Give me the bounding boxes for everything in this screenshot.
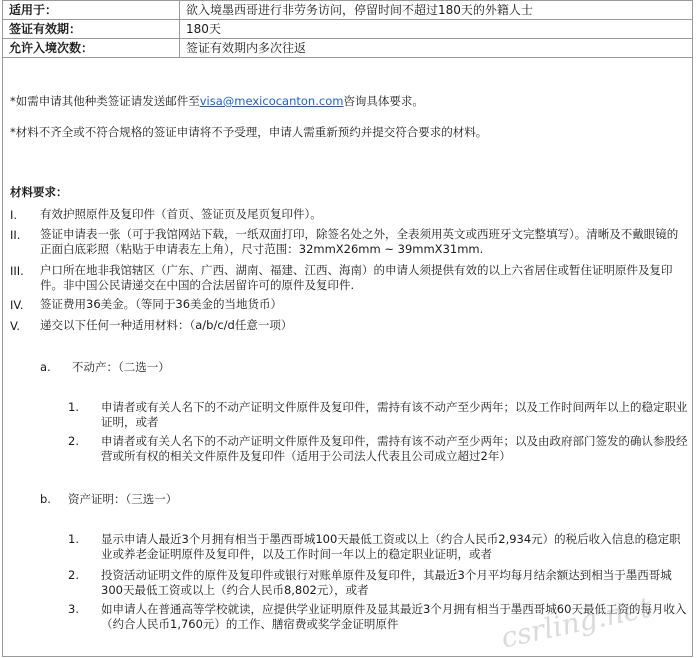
section-b-title: 资产证明：（三选一） bbox=[68, 492, 178, 506]
list-item-number: 2. bbox=[68, 568, 79, 582]
section-b-letter: b. bbox=[40, 492, 51, 506]
item-number: III. bbox=[10, 264, 24, 278]
table-row bbox=[3, 20, 693, 39]
table-row bbox=[3, 39, 693, 58]
item-text: 有效护照原件及复印件（首页、签证页及尾页复印件）。 bbox=[40, 207, 322, 221]
item-text: 签证费用36美金。（等同于36美金的当地货币） bbox=[40, 297, 283, 311]
item-number: IV. bbox=[10, 298, 24, 312]
item-number: I. bbox=[10, 208, 18, 222]
row-label: 签证有效期： bbox=[3, 20, 180, 39]
row-value: 签证有效期内多次往返 bbox=[180, 39, 693, 58]
note-incomplete: *材料不齐全或不符合规格的签证申请将不予受理，申请人需重新预约并提交符合要求的材料。 bbox=[10, 125, 488, 139]
list-item-text: 投资活动证明文件的原件及复印件或银行对账单原件及复印件，其最近3个月平均每月结余额达到相当于墨西哥城300天最低工资或以上（约合人民币8,802元），或者 bbox=[101, 568, 672, 597]
item-text: 签证申请表一张（可于我馆网站下载，一纸双面打印，除签名处之外，全表须用英文或西班牙文完整填写）。清晰及不戴眼镜的正面白底彩照（粘贴于申请表左上角），尺寸范围：32mmX26mm ~ 39mmX31mm. bbox=[40, 227, 679, 256]
list-item-number: 1. bbox=[68, 532, 79, 546]
row-value: 欲入境墨西哥进行非劳务访问，停留时间不超过180天的外籍人士 bbox=[180, 1, 693, 20]
materials-heading: 材料要求： bbox=[10, 185, 68, 199]
list-item-text: 申请者或有关人名下的不动产证明文件原件及复印件，需持有该不动产至少两年；以及工作时间两年以上的稳定职业证明，或者 bbox=[101, 400, 688, 429]
list-item-number: 1. bbox=[68, 400, 79, 414]
row-label: 适用于： bbox=[3, 1, 180, 20]
list-item-text: 如申请人在普通高等学校就读，应提供学业证明原件及显其最近3个月拥有相当于墨西哥城60天最低工资的每月收入（约合人民币1,760元）的工作、膳宿费或奖学金证明原件 bbox=[101, 602, 687, 631]
email-link[interactable]: visa@mexicocanton.com bbox=[199, 94, 344, 108]
section-a-letter: a. bbox=[40, 360, 51, 374]
row-value: 180天 bbox=[180, 20, 693, 39]
watermark: csrling.net bbox=[498, 590, 654, 655]
item-text: 递交以下任何一种适用材料：（a/b/c/d任意一项） bbox=[40, 318, 293, 332]
table-row bbox=[3, 1, 693, 20]
list-item-number: 3. bbox=[68, 602, 79, 616]
row-label: 允许入境次数： bbox=[3, 39, 180, 58]
list-item-text: 显示申请人最近3个月拥有相当于墨西哥城100天最低工资或以上（约合人民币2,934元）的税后收入信息的稳定职业或养老金证明原件及复印件，以及工作时间一年以上的稳定职业证明，或者 bbox=[101, 532, 681, 561]
item-number: V. bbox=[10, 319, 21, 333]
visa-info-table bbox=[2, 0, 693, 58]
list-item-text: 申请者或有关人名下的不动产证明文件原件及复印件，需持有该不动产至少两年；以及由政府部门签发的确认参股经营或所有权的相关文件原件及复印件（适用于公司法人代表且公司成立超过2年） bbox=[101, 434, 688, 463]
list-item-number: 2. bbox=[68, 434, 79, 448]
note-email-suffix: 咨询具体要求。 bbox=[343, 94, 424, 108]
note-email bbox=[10, 93, 424, 109]
item-number: II. bbox=[10, 228, 21, 242]
section-a-title: 不动产：（二选一） bbox=[72, 360, 170, 374]
item-text: 户口所在地非我馆辖区（广东、广西、湖南、福建、江西、海南）的申请人须提供有效的以上六省居住或暂住证明原件及复印件。非中国公民请递交在中国的合法居留许可的原件及复印件. bbox=[40, 263, 673, 292]
note-email-prefix: *如需申请其他种类签证请发送邮件至 bbox=[10, 94, 200, 108]
